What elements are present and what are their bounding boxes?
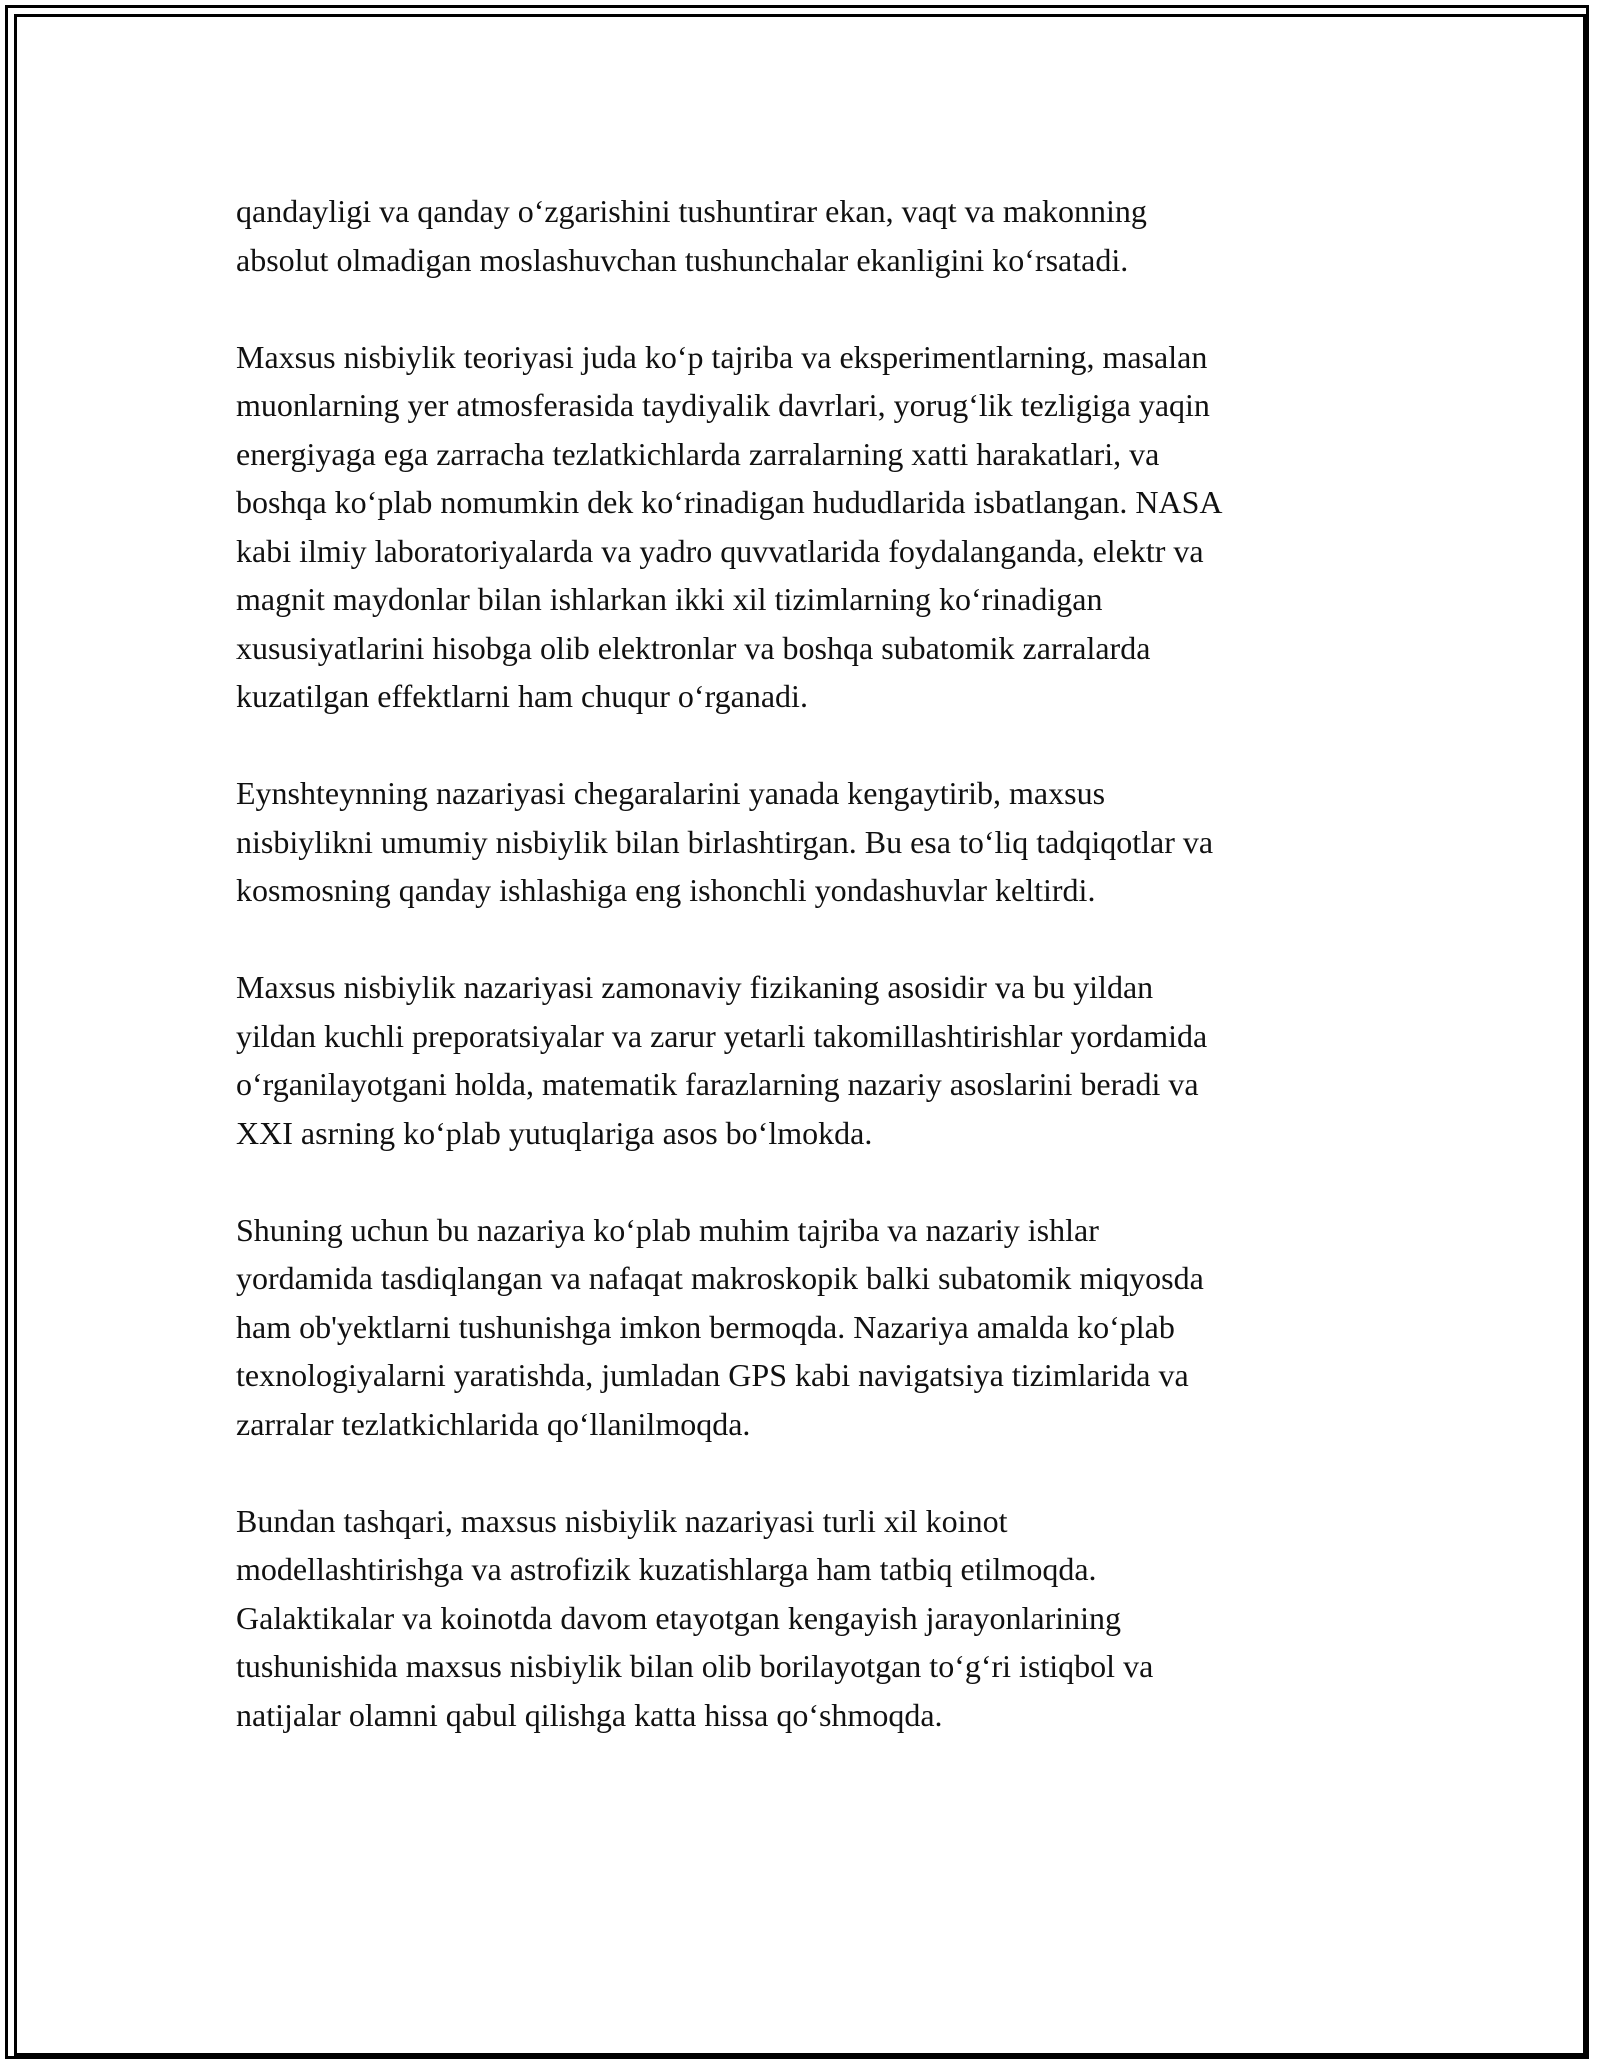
paragraph-6: Bundan tashqari, maxsus nisbiylik nazariyasi turli xil koinot modellashtirishga va astrofizik kuzatishlarga ham tatbiq etilmoqda. Galaktikalar va koinotda davom etayotgan kengayish jarayonlarining tushunishida maxsus nisbiylik bilan olib borilayotgan to‘g‘ri istiqbol va natijalar olamni qabul qilishga katta hissa qo‘shmoqda. [236,1502,1154,1733]
paragraph-3: Eynshteynning nazariyasi chegaralarini yanada kengaytirib, maxsus nisbiylikni umumiy nisbiylik bilan birlashtirgan. Bu esa to‘liq tadqiqotlar va kosmosning qanday ishlashiga eng ishonchli yondashuvlar keltirdi. [236,775,1214,908]
document-body [236,187,1396,1788]
paragraph-1: qandayligi va qanday o‘zgarishini tushuntirar ekan, vaqt va makonning absolut olmadigan moslashuvchan tushunchalar ekanligini ko‘rsatadi. [236,193,1147,278]
paragraph-4: Maxsus nisbiylik nazariyasi zamonaviy fizikaning asosidir va bu yildan yildan kuchli preporatsiyalar va zarur yetarli takomillashtirishlar yordamida o‘rganilayotgani holda, matematik farazlarning nazariy asoslarini beradi va XXI asrning ko‘plab yutuqlariga asos bo‘lmokda. [236,969,1208,1151]
paragraph-5: Shuning uchun bu nazariya ko‘plab muhim tajriba va nazariy ishlar yordamida tasdiqlangan va nafaqat makroskopik balki subatomik miqyosda ham ob'yektlarni tushunishga imkon bermoqda. Nazariya amalda ko‘plab texnologiyalarni yaratishda, jumladan GPS kabi navigatsiya tizimlarida va zarralar tezlatkichlarida qo‘llanilmoqda. [236,1211,1204,1442]
paragraph-2: Maxsus nisbiylik teoriyasi juda ko‘p tajriba va eksperimentlarning, masalan muonlarning yer atmosferasida taydiyalik davrlari, yorug‘lik tezligiga yaqin energiyaga ega zarracha tezlatkichlarda zarralarning xatti harakatlari, va boshqa ko‘plab nomumkin dek ko‘rinadigan hududlarida isbatlangan. NASA kabi ilmiy laboratoriyalarda va yadro quvvatlarida foydalanganda, elektr va magnit maydonlar bilan ishlarkan ikki xil tizimlarning ko‘rinadigan xususiyatlarini hisobga olib elektronlar va boshqa subatomik zarralarda kuzatilgan effektlarni ham chuqur o‘rganadi. [236,338,1223,714]
